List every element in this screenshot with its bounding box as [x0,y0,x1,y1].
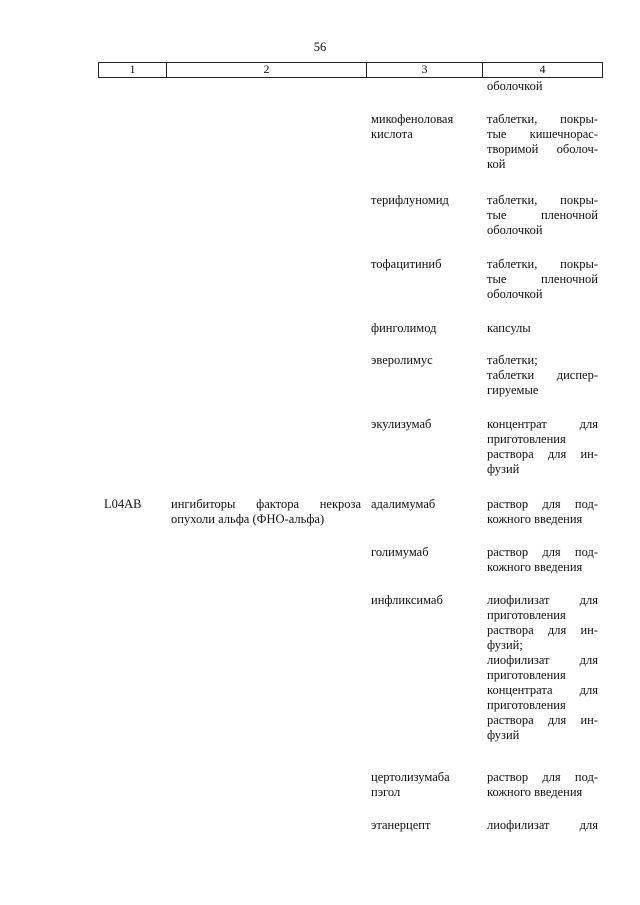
dosage-form [487,112,598,172]
drug-name [371,770,471,800]
dosage-form-line: кожного введения [487,560,583,574]
dosage-form [487,417,598,477]
dosage-form-line: раствор для под- [487,497,598,511]
dosage-form-line: кожного введения [487,785,583,799]
column-header-1: 1 [98,63,166,77]
drug-name [371,193,471,208]
dosage-form-line: таблетки, покры- [487,193,598,207]
drug-name [371,417,471,432]
dosage-form-line: тые пленочной [487,208,598,222]
dosage-form-line: таблетки диспер- [487,368,598,382]
atc-code: L04AB [104,497,142,511]
continued-dosage-form [487,79,598,94]
dosage-form [487,545,598,575]
table-header [98,62,603,78]
drug-name-line: кислота [371,127,413,141]
drug-name-line: финголимод [371,321,437,335]
dosage-form-line: гируемые [487,383,539,397]
dosage-form [487,321,598,336]
dosage-form-line: раствора для ин- [487,623,598,637]
dosage-form-line: концентрат для [487,417,598,431]
dosage-form-line: лиофилизат для [487,593,598,607]
drug-name-line: цертолизумаба [371,770,450,784]
drug-name [371,353,471,368]
dosage-form [487,770,598,800]
drug-name-line: этанерцепт [371,818,431,832]
drug-name-line: голимумаб [371,545,429,559]
dosage-form-line: раствор для под- [487,545,598,559]
dosage-form-line: капсулы [487,321,531,335]
dosage-form [487,593,598,743]
dosage-form-line: приготовления [487,698,566,712]
dosage-form-line: концентрата для [487,683,598,697]
dosage-form-line: приготовления [487,668,566,682]
dosage-form [487,497,598,527]
dosage-form-line: лиофилизат для [487,653,598,667]
drug-name-line: экулизумаб [371,417,432,431]
drug-name-line: терифлуномид [371,193,449,207]
dosage-form-line: оболочкой [487,287,543,301]
dosage-form-line: тые кишечнорас- [487,127,598,141]
page-number: 56 [313,40,327,54]
dosage-form [487,818,598,833]
atc-group-name [171,497,361,527]
dosage-form-line: таблетки, покры- [487,257,598,271]
column-header-2: 2 [166,63,366,77]
column-header-4: 4 [482,63,603,77]
group-name-line: ингибиторы фактора некроза [171,497,361,511]
drug-name-line: адалимумаб [371,497,436,511]
dosage-form-line: фузий; [487,638,523,652]
dosage-form-line: лиофилизат для [487,818,598,832]
dosage-form [487,353,598,398]
dosage-form-line: приготовления [487,432,566,446]
drug-name [371,545,471,560]
dosage-form-line: фузий [487,462,520,476]
dosage-form-line: приготовления [487,608,566,622]
drug-name [371,497,471,512]
drug-name-line: тофацитиниб [371,257,442,271]
drug-name-line: пэгол [371,785,401,799]
dosage-form-line: творимой оболоч- [487,142,598,156]
dosage-form-line: раствор для под- [487,770,598,784]
drug-name [371,112,471,142]
dosage-form [487,257,598,302]
drug-name [371,321,471,336]
drug-name-line: инфликсимаб [371,593,443,607]
dosage-form-line: оболочкой [487,223,543,237]
dosage-form-line: раствора для ин- [487,447,598,461]
dosage-form-line: фузий [487,728,520,742]
drug-name [371,818,471,833]
drug-name [371,593,471,608]
dosage-form-line: кожного введения [487,512,583,526]
dosage-form-line: таблетки, покры- [487,112,598,126]
dosage-form-line: оболочкой [487,79,543,93]
drug-name-line: микофеноловая [371,112,454,126]
dosage-form-line: таблетки; [487,353,538,367]
dosage-form-line: тые пленочной [487,272,598,286]
drug-name [371,257,471,272]
column-header-3: 3 [366,63,482,77]
dosage-form-line: раствора для ин- [487,713,598,727]
dosage-form [487,193,598,238]
drug-name-line: эверолимус [371,353,433,367]
group-name-line: опухоли альфа (ФНО-альфа) [171,512,325,526]
dosage-form-line: кой [487,157,506,171]
